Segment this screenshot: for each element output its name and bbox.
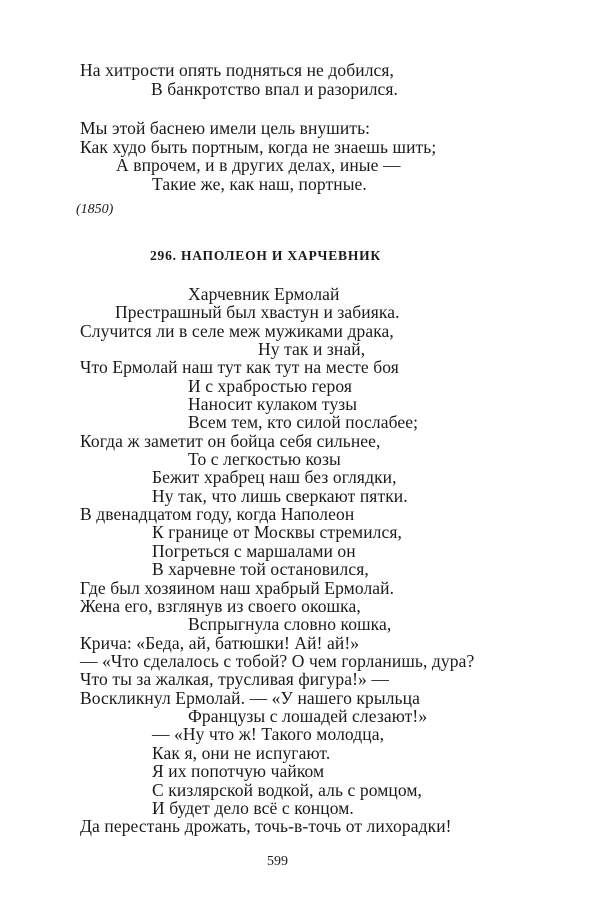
verse-line: Такие же, как наш, портные. [152, 174, 367, 194]
page-number: 599 [267, 854, 288, 869]
verse-line: Воскликнул Ермолай. — «У нашего крыльца [80, 688, 420, 708]
verse-line: К границе от Москвы стремился, [152, 522, 403, 542]
verse-line: Вспрыгнула словно кошка, [188, 614, 392, 634]
verse-line: Что Ермолай наш тут как тут на месте боя [80, 357, 399, 377]
verse-line: — «Что сделалось с тобой? О чем горланишь, дура? [80, 651, 475, 671]
verse-line: Престрашный был хвастун и забияка. [115, 302, 400, 322]
verse-line: То с легкостью козы [188, 449, 341, 469]
verse-line: Ну так, что лишь сверкают пятки. [152, 486, 408, 506]
verse-line: И с храбростью героя [188, 376, 353, 396]
verse-line: Когда ж заметит он бойца себя сильнее, [80, 431, 381, 451]
verse-line: Французы с лошадей слезают!» [188, 706, 428, 726]
verse-line: Погреться с маршалами он [152, 541, 356, 561]
verse-line: На хитрости опять подняться не добился, [80, 60, 395, 80]
verse-line: Ну так и знай, [258, 339, 366, 359]
verse-line: Мы этой баснею имели цель внушить: [80, 118, 371, 138]
verse-line: А впрочем, и в других делах, иные — [116, 155, 401, 175]
verse-line: Что ты за жалкая, трусливая фигура!» — [80, 669, 389, 689]
verse-line: Крича: «Беда, ай, батюшки! Ай! ай!» [80, 633, 360, 653]
verse-line: В двенадцатом году, когда Наполеон [80, 504, 355, 524]
verse-line: В харчевне той остановился, [152, 559, 369, 579]
verse-line: Харчевник Ермолай [188, 284, 340, 304]
poem-title: 296. НАПОЛЕОН И ХАРЧЕВНИК [150, 248, 382, 263]
verse-line: Я их попотчую чайком [152, 761, 325, 781]
poem-date: (1850) [76, 202, 114, 217]
verse-line: Где был хозяином наш храбрый Ермолай. [80, 578, 395, 598]
verse-line: В банкротство впал и разорился. [151, 79, 399, 99]
verse-line: Случится ли в селе меж мужиками драка, [80, 321, 394, 341]
verse-line: Как я, они не испугают. [152, 743, 331, 763]
verse-line: Жена его, взглянув из своего окошка, [80, 596, 361, 616]
verse-line: Наносит кулаком тузы [188, 394, 358, 414]
verse-line: Всем тем, кто силой послабее; [188, 412, 419, 432]
verse-line: И будет дело всё с концом. [152, 798, 354, 818]
verse-line: Бежит храбрец наш без оглядки, [152, 467, 397, 487]
verse-line: С кизлярской водкой, аль с ромцом, [152, 780, 423, 800]
verse-line: — «Ну что ж! Такого молодца, [152, 724, 385, 744]
verse-line: Да перестань дрожать, точь-в-точь от лихорадки! [80, 816, 452, 836]
verse-line: Как худо быть портным, когда не знаешь шить; [80, 137, 437, 157]
